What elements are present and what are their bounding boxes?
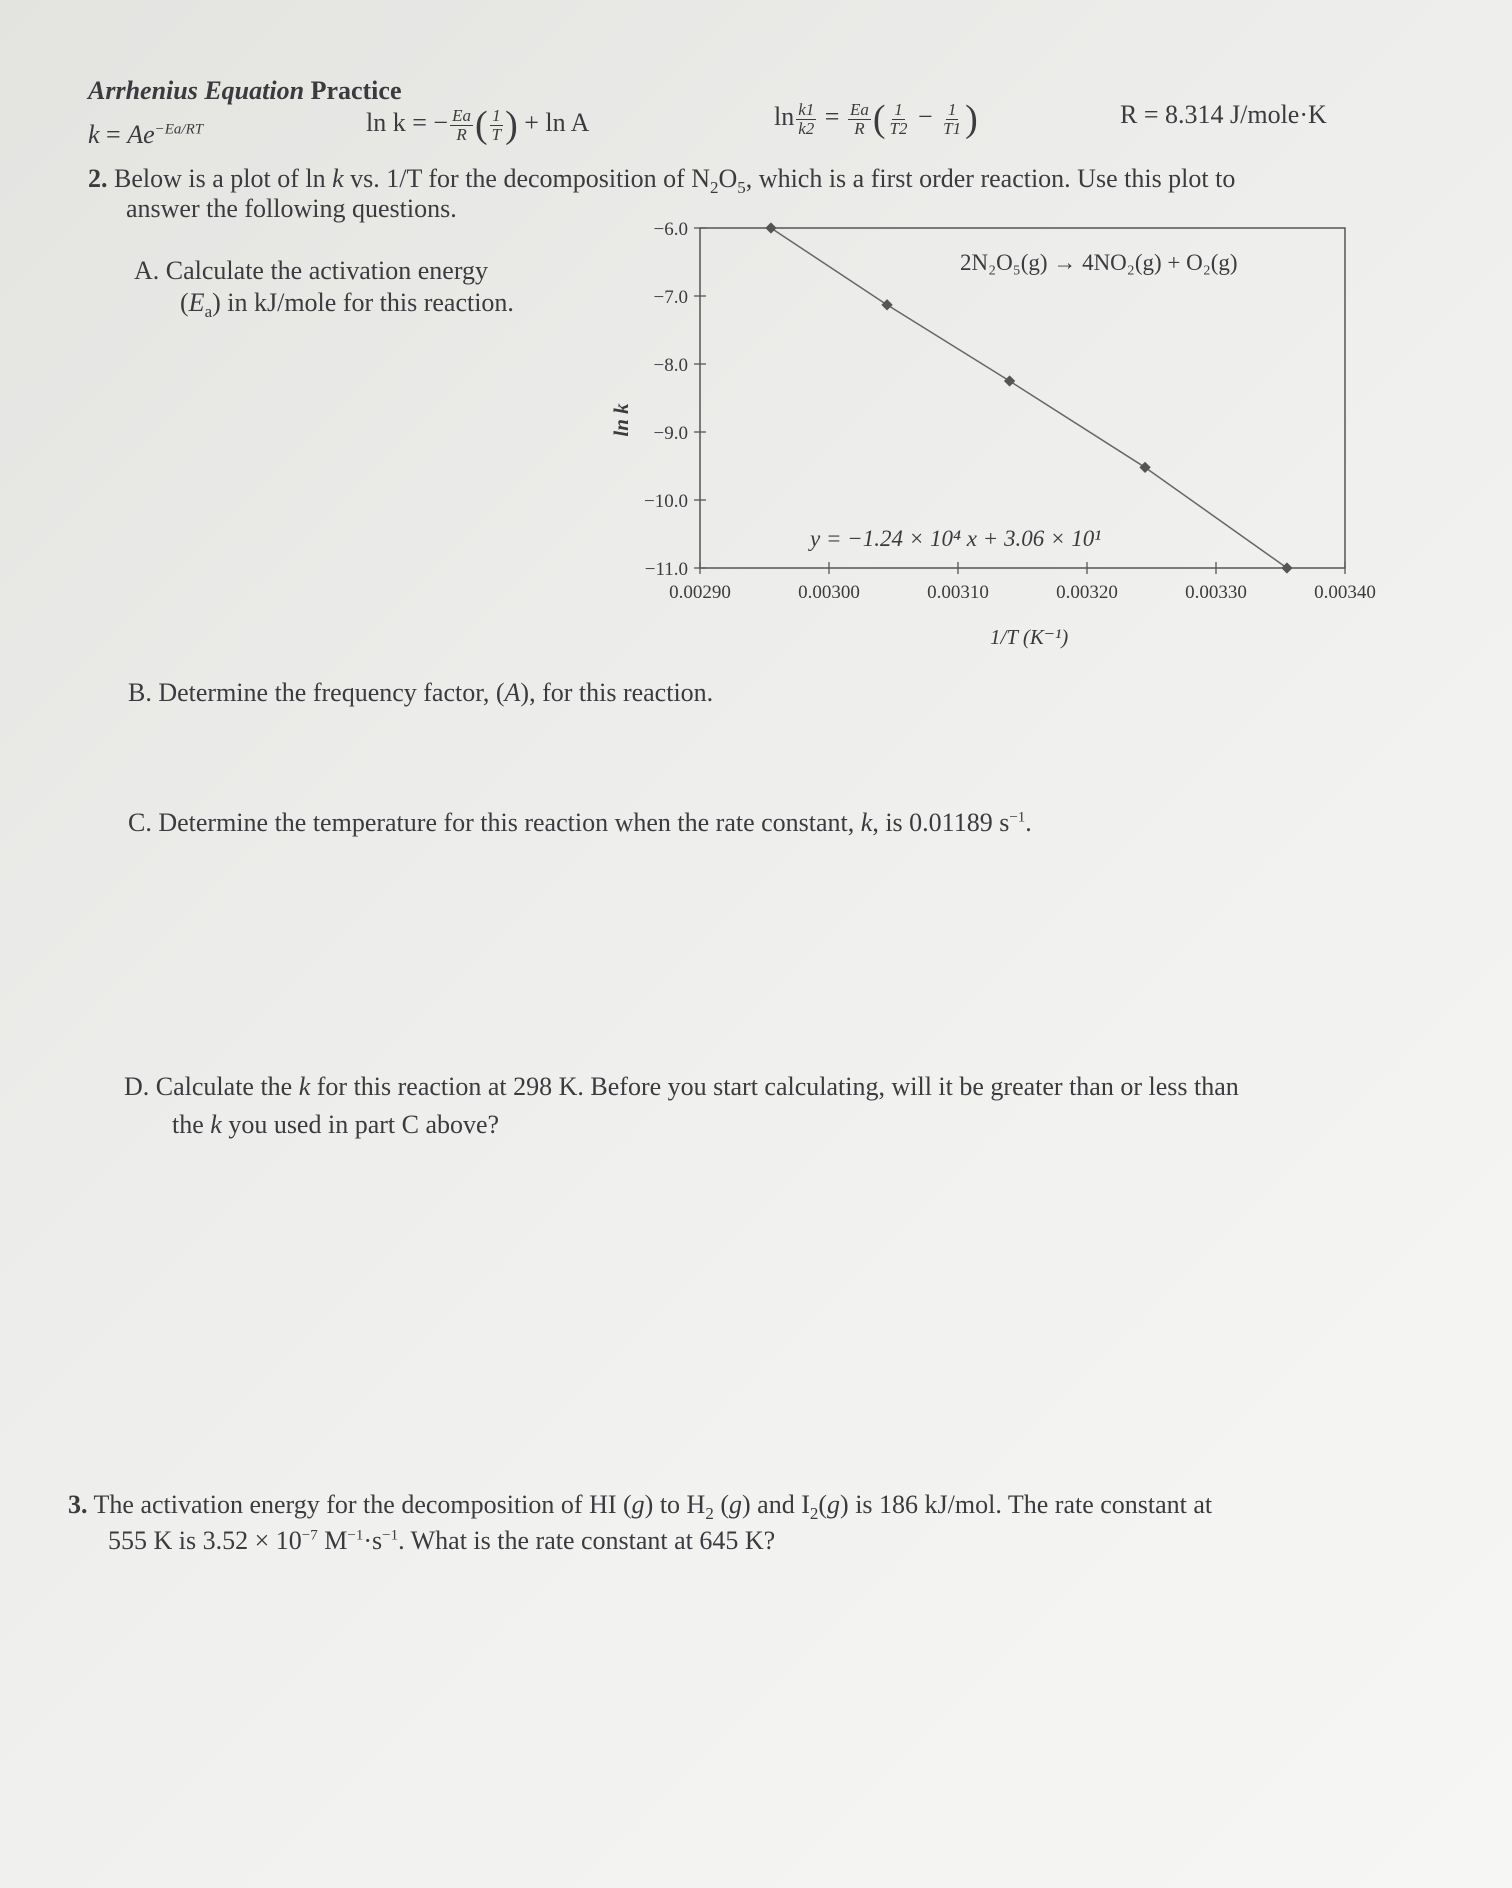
part-b: B. Determine the frequency factor, (A), for this reaction.: [128, 678, 714, 707]
part-a-line1: A. Calculate the activation energy: [134, 256, 489, 285]
x-tick-label: 0.00310: [927, 582, 989, 603]
part-c-label: C.: [128, 808, 152, 837]
question2-line1: 2. Below is a plot of ln k vs. 1/T for the decomposition of $N_2O_5$, which is a first order reaction. Use this plot to: [88, 164, 1236, 198]
y-axis-label: ln k: [609, 403, 633, 437]
y-tick-label: −6.0: [653, 220, 688, 240]
question3-number: 3.: [68, 1490, 88, 1519]
data-points: [765, 222, 1292, 573]
x-tick-label: 0.00320: [1056, 582, 1118, 603]
y-axis-ticks: [644, 220, 706, 580]
y-tick-label: −9.0: [653, 423, 688, 444]
question3-line1: 3. The activation energy for the decomposition of HI (g) to $H_2$ (g) and $I_2(g)$ is 186 kJ/mol. The rate constant at: [68, 1490, 1213, 1524]
question2-line2: answer the following questions.: [126, 194, 457, 223]
question3-line2: 555 K is $3.52 \times 10^{-7}$ $M^{-1}\cdot s^{-1}$. What is the rate constant at 645 K?: [108, 1526, 776, 1555]
x-axis-label: 1/T (K⁻¹): [990, 625, 1069, 649]
data-point: [1139, 462, 1150, 473]
part-a-line2: $(E_a)$ in kJ/mole for this reaction.: [180, 288, 514, 322]
x-tick-label: 0.00340: [1314, 582, 1376, 603]
x-tick-label: 0.00290: [669, 582, 731, 603]
equation-two-point-form: ln $\frac{k1}{k2}$ = $\frac{Ea}{R}$ ( $\frac{1}{T2}$ − $\frac{1}{T1}$ ): [774, 98, 978, 140]
x-tick-label: 0.00300: [798, 582, 860, 603]
plot-frame: [700, 228, 1345, 568]
part-b-label: B.: [128, 678, 152, 707]
y-tick-label: −11.0: [644, 559, 688, 580]
title-italic: Arrhenius Equation: [88, 76, 305, 105]
ln-k-vs-inverse-t-chart: [590, 220, 1410, 660]
x-tick-label: 0.00330: [1185, 582, 1247, 603]
worksheet-title: [88, 76, 402, 106]
equation-exponential: $k = Ae^{-Ea/RT}$: [88, 120, 204, 149]
equation-linear-form: ln k = − $\frac{Ea}{R}$ ( $\frac{1}{T}$ ) + ln A: [366, 104, 590, 146]
data-point: [765, 222, 776, 233]
series-line: [771, 228, 1287, 568]
gas-constant: R = 8.314 J/mole·K: [1120, 100, 1327, 129]
part-d-line1: D. Calculate the k for this reaction at 298 K. Before you start calculating, will it be greater than or less than: [124, 1072, 1239, 1101]
fit-equation: y = −1.24 × 10⁴ x + 3.06 × 10¹: [810, 526, 1102, 551]
y-tick-label: −7.0: [653, 287, 688, 308]
part-d-label: D.: [124, 1072, 150, 1101]
part-a-label: A.: [134, 256, 160, 285]
part-c: C. Determine the temperature for this reaction when the rate constant, k, is 0.01189 $s^{-1}$.: [128, 808, 1032, 837]
title-bold: Practice: [310, 76, 402, 105]
y-tick-label: −10.0: [644, 491, 688, 512]
part-d-line2: the k you used in part C above?: [172, 1110, 500, 1139]
y-tick-label: −8.0: [653, 355, 688, 376]
data-point: [1281, 562, 1292, 573]
chart-title: 2N₂O₅(g) → 4NO₂(g) + O₂(g): [960, 250, 1238, 275]
data-point: [1004, 375, 1015, 386]
data-point: [881, 299, 892, 310]
question2-number: 2.: [88, 164, 108, 193]
